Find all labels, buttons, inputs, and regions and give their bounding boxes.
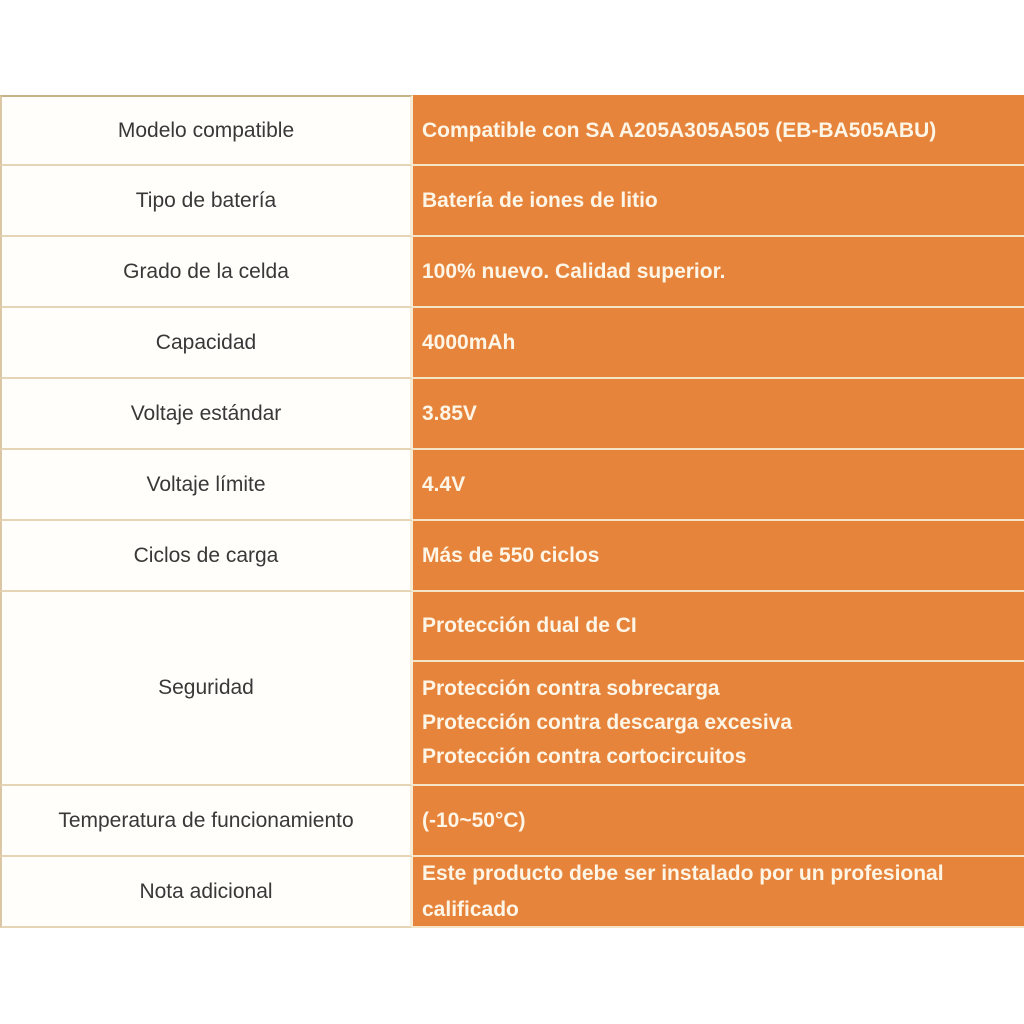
- spec-value: Más de 550 ciclos: [422, 543, 600, 567]
- spec-label-cell: [0, 308, 413, 379]
- spec-row-nota-adicional: [0, 857, 1024, 928]
- spec-value: Batería de iones de litio: [422, 188, 658, 212]
- spec-label-cell: [0, 786, 413, 857]
- spec-label-cell: [0, 237, 413, 308]
- spec-label: Capacidad: [155, 330, 257, 354]
- spec-label-cell: [0, 592, 413, 786]
- spec-label: Nota adicional: [139, 879, 273, 903]
- spec-value-cell: [413, 592, 1024, 786]
- spec-label: Seguridad: [158, 676, 254, 699]
- spec-label-cell: [0, 521, 413, 592]
- spec-label: Voltaje estándar: [130, 401, 282, 425]
- spec-label: Modelo compatible: [117, 118, 295, 142]
- spec-value-cell: [413, 857, 1024, 928]
- spec-label-cell: [0, 450, 413, 521]
- spec-value: 3.85V: [422, 401, 477, 425]
- spec-row-seguridad: [0, 592, 1024, 786]
- spec-value-cell: [413, 166, 1024, 237]
- spec-label: Tipo de batería: [135, 188, 277, 212]
- spec-label-cell: [0, 166, 413, 237]
- spec-label: Ciclos de carga: [133, 543, 279, 567]
- spec-row-voltaje-estandar: [0, 379, 1024, 450]
- spec-value: 4.4V: [422, 472, 466, 496]
- spec-row-temperatura: [0, 786, 1024, 857]
- spec-label-cell: [0, 857, 413, 928]
- spec-value-cell: [413, 450, 1024, 521]
- spec-value-cell: [413, 95, 1024, 166]
- spec-value-line: Protección contra sobrecarga: [422, 677, 720, 700]
- seguridad-subcell-ic-protection: [413, 592, 1024, 662]
- spec-value-line: Protección contra cortocircuitos: [422, 745, 747, 768]
- spec-value: Protección dual de CI: [422, 614, 637, 637]
- spec-value-cell: [413, 521, 1024, 592]
- spec-label: Grado de la celda: [123, 259, 289, 283]
- spec-label: Voltaje límite: [146, 472, 266, 496]
- spec-value: 100% nuevo. Calidad superior.: [422, 259, 726, 283]
- spec-value-cell: [413, 786, 1024, 857]
- battery-spec-table: [0, 95, 1024, 928]
- spec-row-modelo-compatible: [0, 95, 1024, 166]
- spec-value-cell: [413, 379, 1024, 450]
- spec-row-tipo-bateria: [0, 166, 1024, 237]
- spec-value: Este producto debe ser instalado por un profesional calificado: [422, 861, 944, 921]
- spec-value-cell: [413, 308, 1024, 379]
- spec-label-cell: [0, 379, 413, 450]
- spec-label: Temperatura de funcionamiento: [58, 808, 354, 832]
- spec-value: (-10~50°C): [422, 808, 526, 832]
- spec-value: 4000mAh: [422, 330, 516, 354]
- spec-row-grado-celda: [0, 237, 1024, 308]
- spec-label-cell: [0, 95, 413, 166]
- spec-value: Compatible con SA A205A305A505 (EB-BA505ABU): [422, 118, 937, 142]
- spec-row-ciclos-carga: [0, 521, 1024, 592]
- spec-value-cell: [413, 237, 1024, 308]
- spec-value-line: Protección contra descarga excesiva: [422, 711, 793, 734]
- seguridad-subcell-protections-list: [413, 662, 1024, 784]
- spec-row-voltaje-limite: [0, 450, 1024, 521]
- spec-row-capacidad: [0, 308, 1024, 379]
